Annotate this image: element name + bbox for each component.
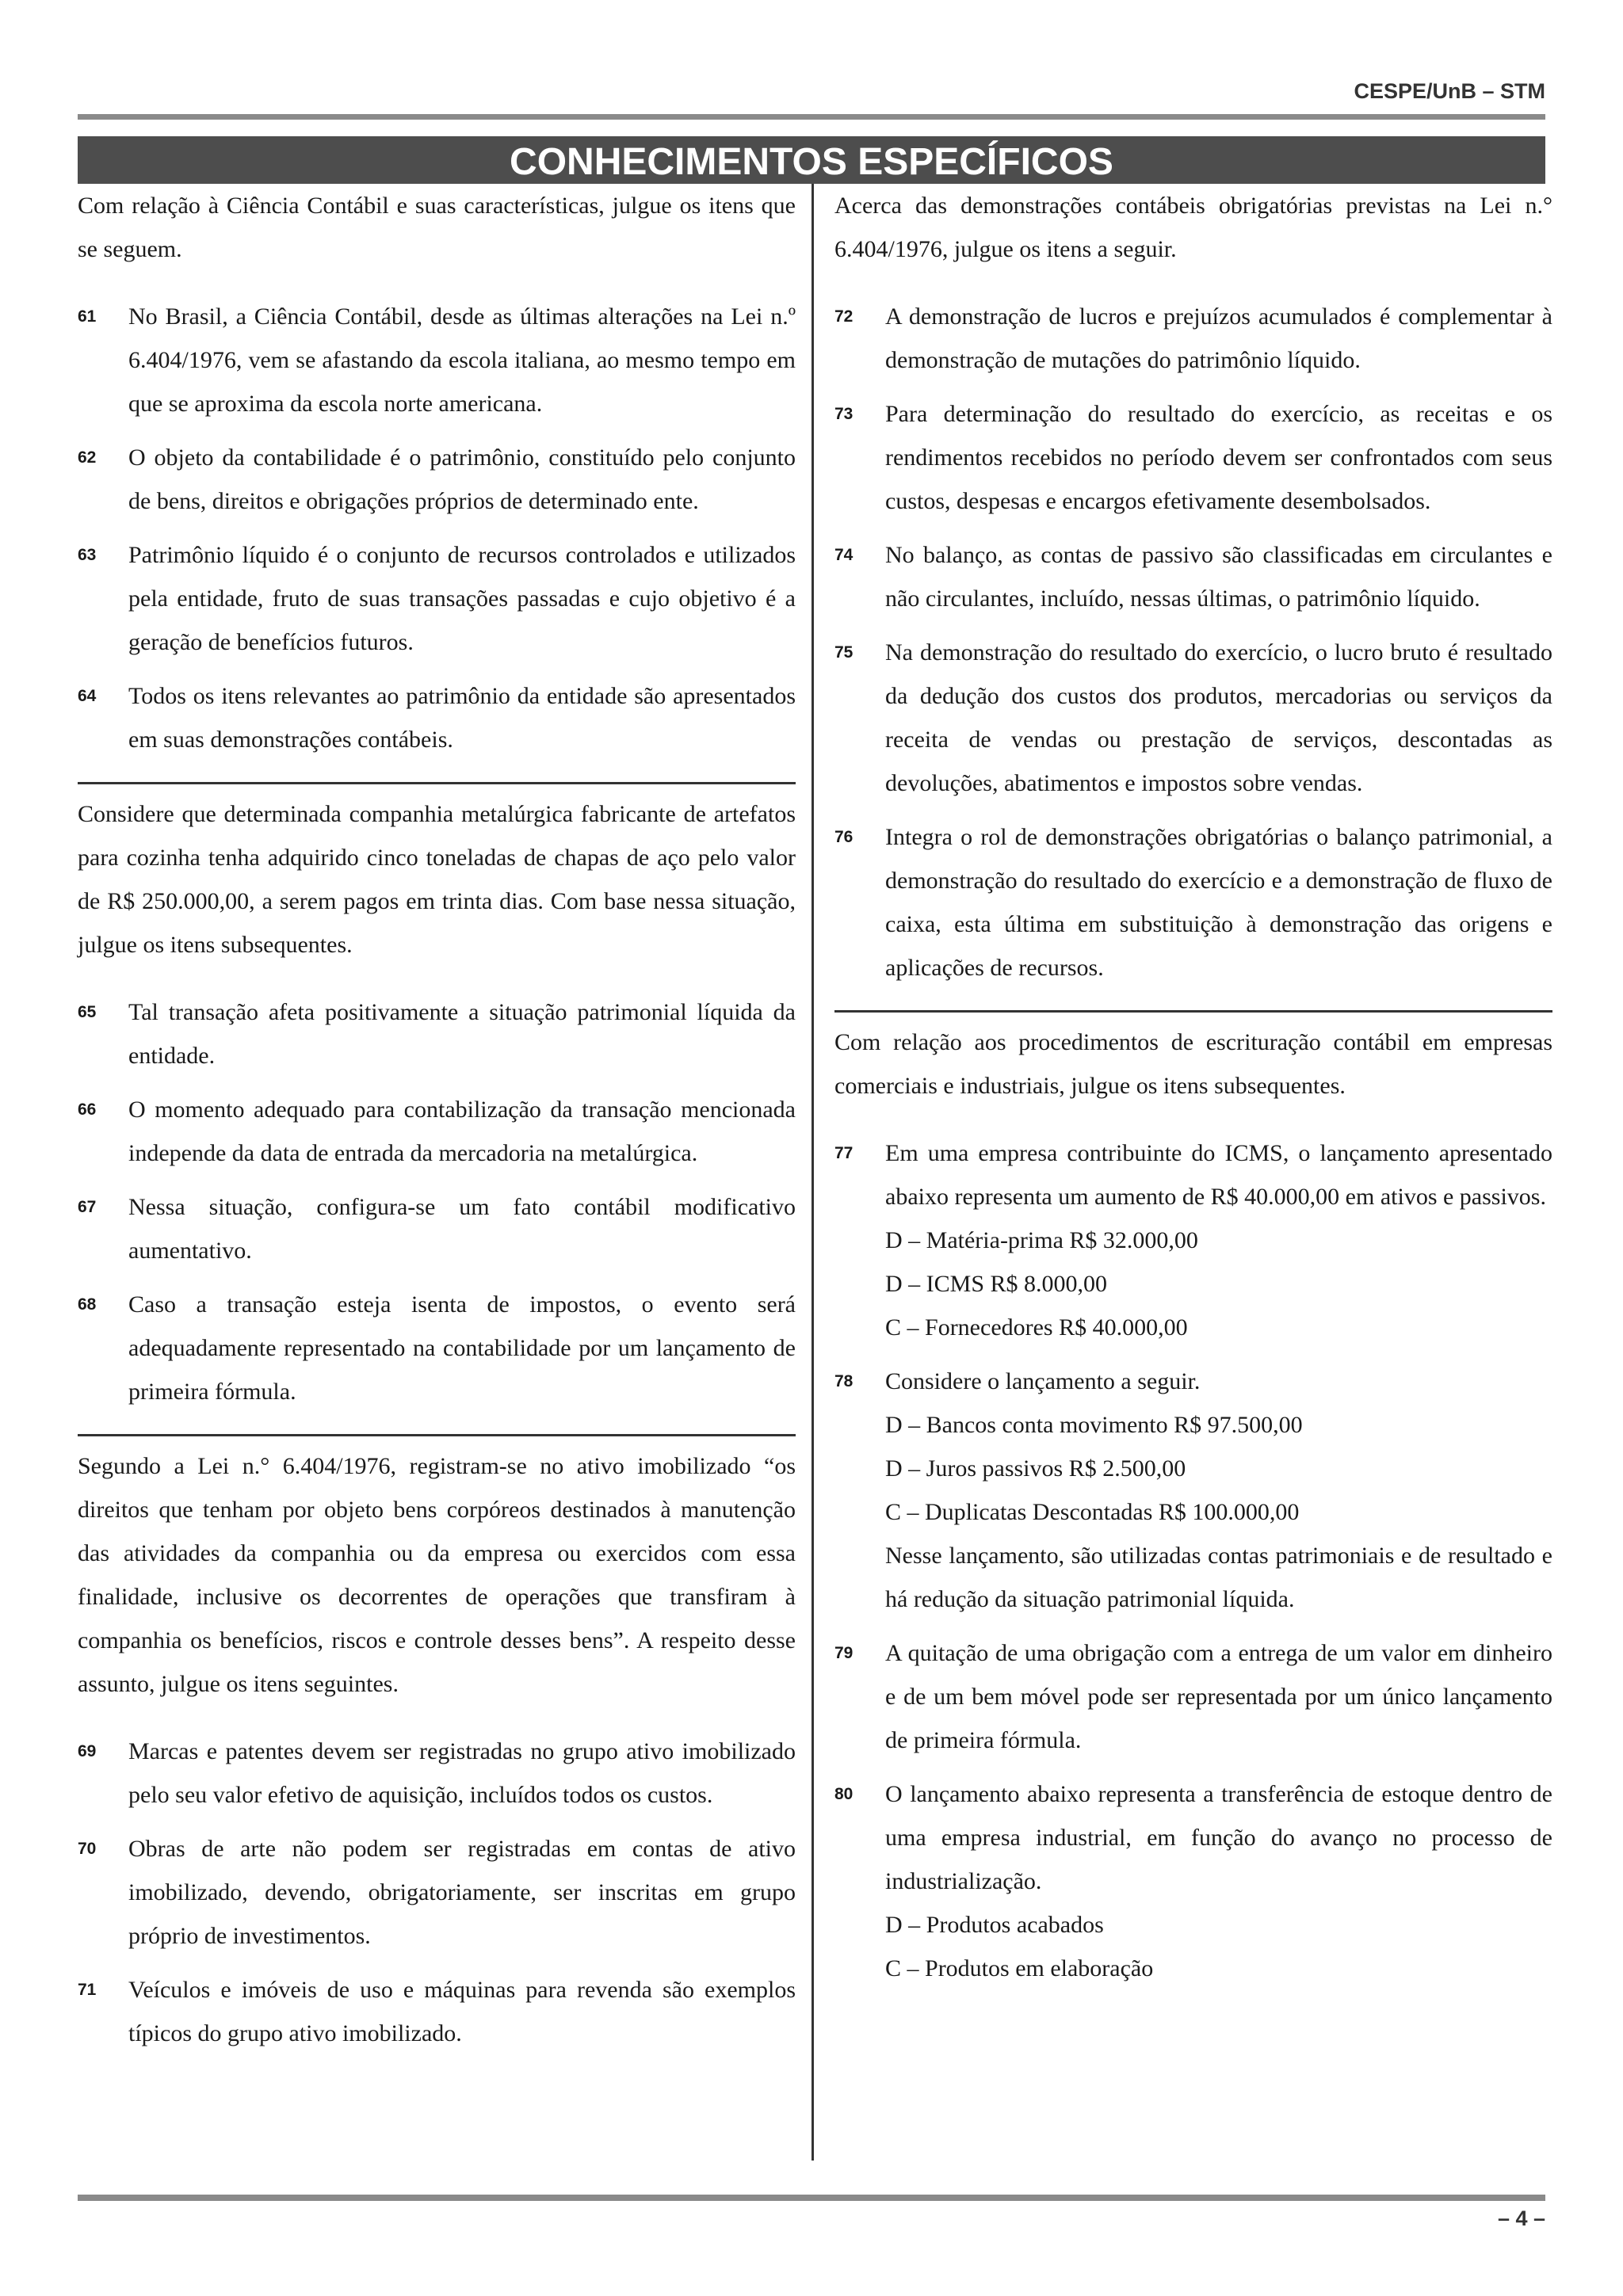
entry-lines	[885, 1403, 1552, 1534]
question-number: 67	[78, 1198, 97, 1216]
question-text: O objeto da contabilidade é o patrimônio, constituído pelo conjunto de bens, direitos e obrigações próprios de determinado ente.	[128, 444, 796, 514]
entry-line: D – Produtos acabados	[885, 1912, 1104, 1938]
question-number: 68	[78, 1295, 97, 1314]
question-text: No Brasil, a Ciência Contábil, desde as últimas alterações na Lei n.º 6.404/1976, vem se afastando da escola italiana, ao mesmo tempo em que se aproxima da escola norte americana.	[128, 303, 796, 417]
question-63	[78, 533, 796, 664]
header-exam-label: CESPE/UnB – STM	[1354, 79, 1545, 103]
question-61	[78, 295, 796, 425]
question-number: 62	[78, 448, 97, 467]
column-divider	[812, 184, 814, 2161]
question-number: 71	[78, 1981, 97, 1999]
question-text: Na demonstração do resultado do exercício, o lucro bruto é resultado da dedução dos custos dos produtos, mercadorias ou serviços da receita de vendas ou prestação de serviços, descontadas as devoluções, abatimentos e impostos sobre vendas.	[885, 639, 1552, 796]
question-76	[834, 815, 1552, 990]
question-68	[78, 1283, 796, 1413]
question-number: 61	[78, 307, 97, 326]
question-number: 66	[78, 1100, 97, 1119]
question-text: Em uma empresa contribuinte do ICMS, o lançamento apresentado abaixo representa um aumento de R$ 40.000,00 em ativos e passivos.	[885, 1140, 1552, 1210]
question-text: O lançamento abaixo representa a transferência de estoque dentro de uma empresa industrial, em função do avanço no processo de industrialização.	[885, 1781, 1552, 1894]
section-separator	[78, 1434, 796, 1436]
entry-line: C – Produtos em elaboração	[885, 1955, 1154, 1981]
top-rule	[78, 114, 1545, 120]
question-number: 73	[834, 405, 854, 423]
question-text: Integra o rol de demonstrações obrigatórias o balanço patrimonial, a demonstração do resultado do exercício e a demonstração de fluxo de caixa, esta última em substituição à demonstração das origens e aplicações de recursos.	[885, 824, 1552, 981]
question-text: A demonstração de lucros e prejuízos acumulados é complementar à demonstração de mutações do patrimônio líquido.	[885, 303, 1552, 373]
question-number: 78	[834, 1372, 854, 1390]
question-77	[834, 1131, 1552, 1349]
question-69	[78, 1730, 796, 1817]
intro-imobilizado: Segundo a Lei n.° 6.404/1976, registram-se no ativo imobilizado “os direitos que tenham por objeto bens corpóreos destinados à manutenção das atividades da companhia ou da empresa ou exercidos com essa finalidade, inclusive os decorrentes de operações que transfiram à companhia os benefícios, riscos e controle desses bens”. A respeito desse assunto, julgue os itens seguintes.	[78, 1453, 796, 1697]
entry-lines	[885, 1903, 1552, 1990]
question-74	[834, 533, 1552, 620]
entry-lines	[885, 1219, 1552, 1349]
question-78	[834, 1360, 1552, 1621]
question-number: 72	[834, 307, 854, 326]
section-separator	[78, 782, 796, 784]
question-number: 77	[834, 1144, 854, 1162]
question-75	[834, 631, 1552, 805]
entry-line: D – ICMS R$ 8.000,00	[885, 1271, 1108, 1297]
intro-contabil: Com relação à Ciência Contábil e suas características, julgue os itens que se seguem.	[78, 193, 796, 262]
question-72	[834, 295, 1552, 382]
right-column	[834, 184, 1552, 1990]
page-number: – 4 –	[1497, 2206, 1545, 2230]
left-column	[78, 184, 796, 2055]
question-number: 80	[834, 1785, 854, 1803]
question-text: Patrimônio líquido é o conjunto de recursos controlados e utilizados pela entidade, fruto de suas transações passadas e cujo objetivo é a geração de benefícios futuros.	[128, 542, 796, 655]
question-65	[78, 990, 796, 1077]
intro-metalurgica: Considere que determinada companhia metalúrgica fabricante de artefatos para cozinha tenha adquirido cinco toneladas de chapas de aço pelo valor de R$ 250.000,00, a serem pagos em trinta dias. Com base nessa situação, julgue os itens subsequentes.	[78, 801, 796, 958]
question-number: 70	[78, 1840, 97, 1858]
question-text: O momento adequado para contabilização da transação mencionada independe da data de entrada da mercadoria na metalúrgica.	[128, 1097, 796, 1166]
section-separator	[834, 1010, 1552, 1013]
question-number: 69	[78, 1742, 97, 1760]
question-text: Caso a transação esteja isenta de impostos, o evento será adequadamente representado na contabilidade por um lançamento de primeira fórmula.	[128, 1291, 796, 1405]
question-number: 65	[78, 1003, 97, 1021]
question-number: 76	[834, 828, 854, 846]
section-title: CONHECIMENTOS ESPECÍFICOS	[78, 136, 1545, 184]
question-64	[78, 674, 796, 761]
entry-line: C – Fornecedores R$ 40.000,00	[885, 1314, 1188, 1341]
question-71	[78, 1968, 796, 2055]
entry-line: D – Matéria-prima R$ 32.000,00	[885, 1227, 1198, 1253]
entry-line: C – Duplicatas Descontadas R$ 100.000,00	[885, 1499, 1300, 1525]
question-text: Marcas e patentes devem ser registradas no grupo ativo imobilizado pelo seu valor efetivo de aquisição, incluídos todos os custos.	[128, 1738, 796, 1808]
intro-demonstracoes: Acerca das demonstrações contábeis obrigatórias previstas na Lei n.° 6.404/1976, julgue os itens a seguir.	[834, 193, 1552, 262]
question-70	[78, 1827, 796, 1958]
question-text: Veículos e imóveis de uso e máquinas para revenda são exemplos típicos do grupo ativo imobilizado.	[128, 1977, 796, 2046]
question-73	[834, 392, 1552, 523]
question-text: Obras de arte não podem ser registradas em contas de ativo imobilizado, devendo, obrigatoriamente, ser inscritas em grupo próprio de investimentos.	[128, 1836, 796, 1949]
question-67	[78, 1185, 796, 1272]
question-62	[78, 436, 796, 523]
question-number: 63	[78, 546, 97, 564]
question-number: 79	[834, 1644, 854, 1662]
bottom-rule	[78, 2195, 1545, 2201]
question-text: A quitação de uma obrigação com a entrega de um valor em dinheiro e de um bem móvel pode ser representada por um único lançamento de primeira fórmula.	[885, 1640, 1552, 1753]
question-text: Para determinação do resultado do exercício, as receitas e os rendimentos recebidos no período devem ser confrontados com seus custos, despesas e encargos efetivamente desembolsados.	[885, 401, 1552, 514]
question-number: 75	[834, 643, 854, 662]
question-number: 74	[834, 546, 854, 564]
question-text-continued: Nesse lançamento, são utilizadas contas patrimoniais e de resultado e há redução da situação patrimonial líquida.	[885, 1543, 1552, 1612]
entry-line: D – Juros passivos R$ 2.500,00	[885, 1455, 1186, 1482]
entry-line: D – Bancos conta movimento R$ 97.500,00	[885, 1412, 1303, 1438]
question-text: Todos os itens relevantes ao patrimônio da entidade são apresentados em suas demonstrações contábeis.	[128, 683, 796, 753]
question-text: Nessa situação, configura-se um fato contábil modificativo aumentativo.	[128, 1194, 796, 1264]
question-text: Considere o lançamento a seguir.	[885, 1368, 1201, 1394]
question-text: No balanço, as contas de passivo são classificadas em circulantes e não circulantes, incluído, nessas últimas, o patrimônio líquido.	[885, 542, 1552, 612]
question-80	[834, 1772, 1552, 1990]
question-79	[834, 1631, 1552, 1762]
question-number: 64	[78, 687, 97, 705]
question-text: Tal transação afeta positivamente a situação patrimonial líquida da entidade.	[128, 999, 796, 1069]
intro-escrituracao: Com relação aos procedimentos de escrituração contábil em empresas comerciais e industriais, julgue os itens subsequentes.	[834, 1029, 1552, 1099]
question-66	[78, 1088, 796, 1175]
